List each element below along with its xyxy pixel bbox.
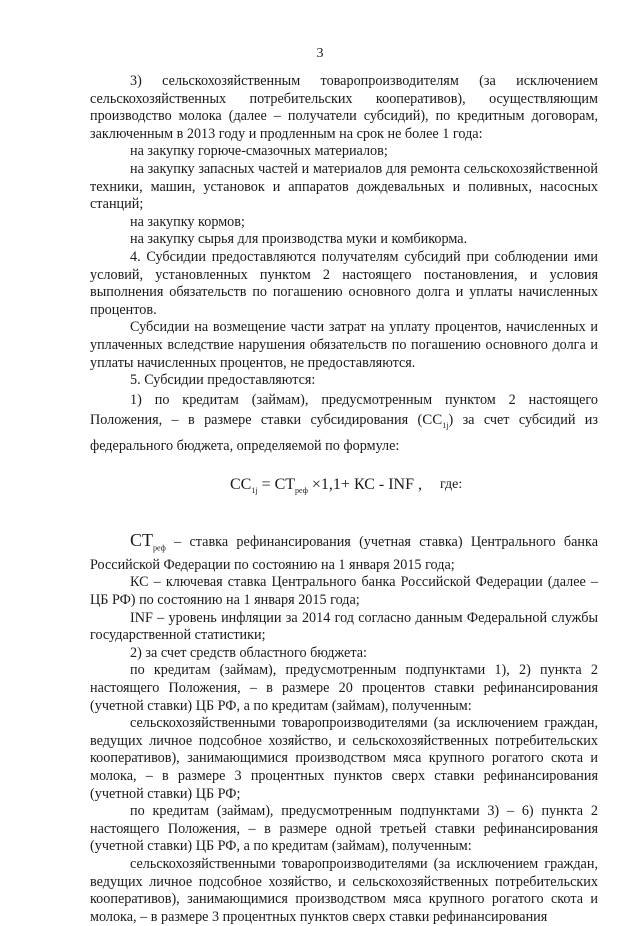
clause-1-after: ) за счет субсидий из федерального бюджета, определяемой по формуле: bbox=[90, 411, 598, 454]
subsidy-formula bbox=[90, 476, 598, 502]
inline-cc-symbol: $CC_{1j}$ bbox=[422, 411, 449, 430]
paragraph-feed: на закупку кормов; bbox=[130, 213, 245, 230]
definition-ct: $CT_{реф}$ – ставка рефинансирования (учетная ставка) Центрального банка Российской Федерации по состоянию на 1 января 2015 года; bbox=[90, 529, 598, 573]
clause-1-before: 1) по кредитам (займам), предусмотренным пунктом 2 настоящего Положения, – в размере ставки субсидирования ( bbox=[90, 391, 598, 428]
paragraph-fuel: на закупку горюче-смазочных материалов; bbox=[130, 143, 388, 160]
formula-expression: $CC_{1j} = CT_{реф} \times 1,1+$ КС - INF , bbox=[230, 475, 422, 495]
paragraph-raw-materials: на закупку сырья для производства муки и комбикорма. bbox=[130, 231, 468, 248]
paragraph-spare-parts: на закупку запасных частей и материалов для ремонта сельскохозяйственной техники, машин, установок и аппаратов дождевальных и поливных, насосных станций; bbox=[90, 160, 598, 213]
document-body bbox=[90, 73, 598, 926]
paragraph-regional-budget: 2) за счет средств областного бюджета: bbox=[130, 644, 367, 661]
paragraph-no-subsidy: Субсидии на возмещение части затрат на уплату процентов, начисленных и уплаченных вследствие нарушения обязательств по погашению основного долга и уплаты начисленных процентов, не предоставляются. bbox=[90, 319, 598, 371]
paragraph-producers-a: сельскохозяйственными товаропроизводителями (за исключением граждан, ведущих личное подсобное хозяйство, и сельскохозяйственных потребительских кооперативов), занимающимися производством мяса крупного рогатого скота и молока, – в размере 3 процентных пунктов сверх ставки рефинансирования (учетной ставки) ЦБ РФ; bbox=[90, 715, 598, 802]
paragraph-clause-1 bbox=[90, 390, 598, 456]
paragraph-loans-1-2: по кредитам (займам), предусмотренным подпунктами 1), 2) пункта 2 настоящего Положения, – в размере 20 процентов ставки рефинансирования (учетной ставки) ЦБ РФ, а по кредитам (займам), полученным: bbox=[90, 662, 598, 714]
definition-inf: INF – уровень инфляции за 2014 год согласно данным Федеральной службы государственной статистики; bbox=[90, 609, 598, 644]
page-number: 3 bbox=[316, 46, 324, 61]
paragraph-item-4: 4. Субсидии предоставляются получателям субсидий при соблюдении ими условий, установленных пунктом 2 настоящего постановления, и условия выполнения обязательств по погашению основного долга и уплаты начисленных процентов. bbox=[90, 248, 598, 318]
definition-ks: КС – ключевая ставка Центрального банка Российской Федерации (далее – ЦБ РФ) по состоянию на 1 января 2015 года; bbox=[90, 574, 598, 609]
paragraph-producers-b: сельскохозяйственными товаропроизводителями (за исключением граждан, ведущих личное подсобное хозяйство, и сельскохозяйственных потребительских кооперативов), занимающимися производством мяса крупного рогатого скота и молока, – в размере 3 процентных пунктов сверх ставки рефинансирования bbox=[90, 855, 598, 925]
paragraph-item-5: 5. Субсидии предоставляются: bbox=[130, 372, 316, 389]
ct-symbol: $CT_{реф}$ bbox=[130, 529, 166, 553]
paragraph-loans-3-6: по кредитам (займам), предусмотренным подпунктами 3) – 6) пункта 2 настоящего Положения, – в размере одной третьей ставки рефинансирования (учетной ставки) ЦБ РФ, а по кредитам (займам), полученным: bbox=[90, 803, 598, 855]
formula-where: где: bbox=[440, 476, 463, 492]
paragraph-clause-3: 3) сельскохозяйственным товаропроизводителям (за исключением сельскохозяйственных потребительских кооперативов), осуществляющим производство молока (далее – получатели субсидий), по кредитным договорам, заключенным в 2013 году и продленным на срок не более 1 года: bbox=[90, 73, 598, 142]
